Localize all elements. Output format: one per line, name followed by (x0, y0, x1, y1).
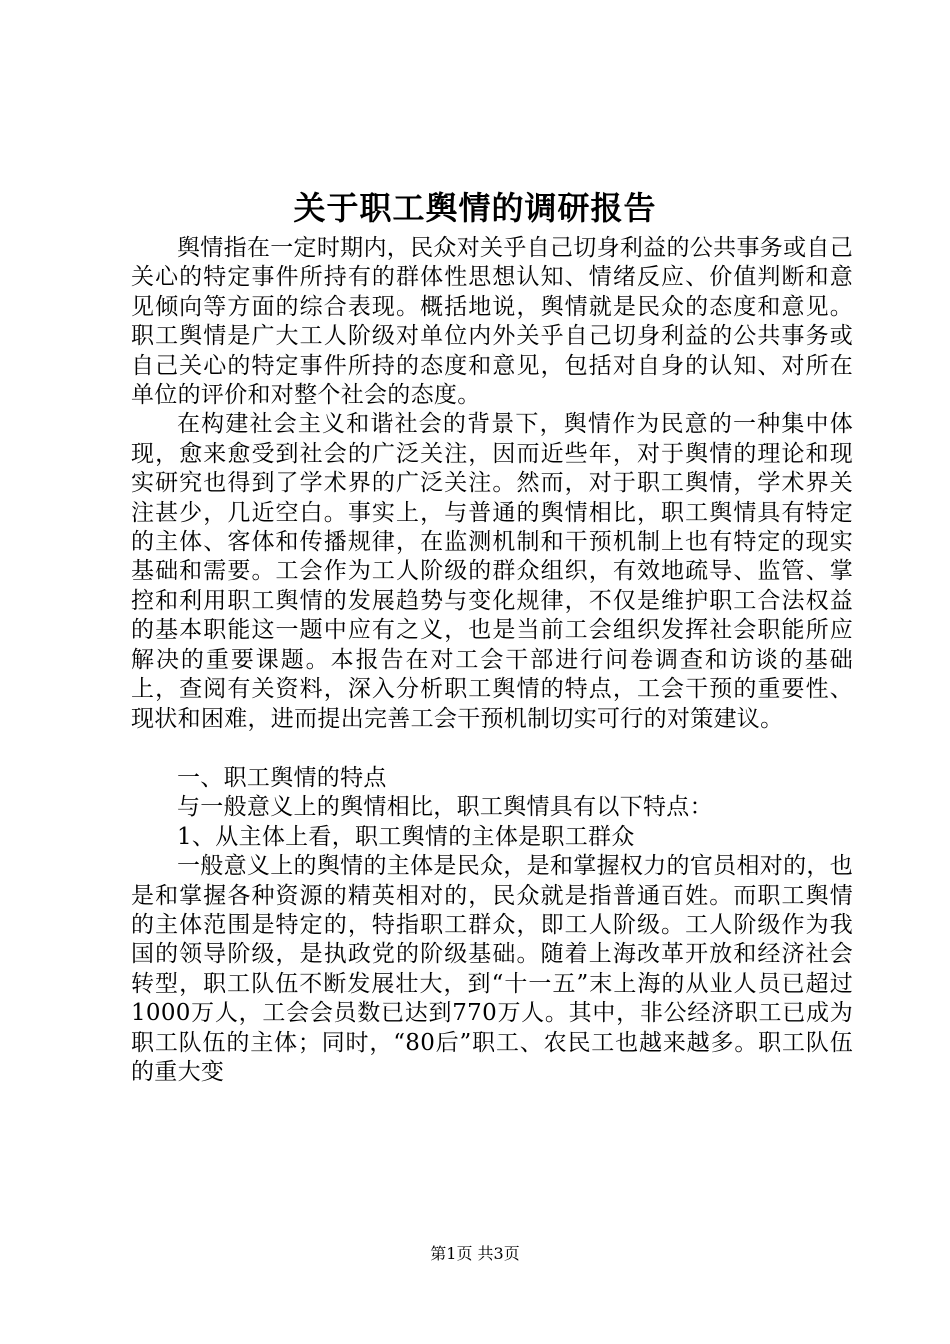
section-intro: 与一般意义上的舆情相比，职工舆情具有以下特点： (177, 794, 713, 821)
document-body (131, 234, 853, 1087)
document-title: 关于职工舆情的调研报告 (293, 189, 657, 227)
paragraph-background: 在构建社会主义和谐社会的背景下，舆情作为民意的一种集中体现，愈来愈受到社会的广泛关注，因而近些年，对于舆情的理论和现实研究也得到了学术界的广泛关注。然而，对于职工舆情，学术界关注甚少，几近空白。事实上，与普通的舆情相比，职工舆情具有特定的主体、客体和传播规律，在监测机制和干预机制上也有特定的现实基础和需要。工会作为工人阶级的群众组织，有效地疏导、监管、掌控和利用职工舆情的发展趋势与变化规律，不仅是维护职工合法权益的基本职能这一题中应有之义，也是当前工会组织发挥社会职能所应解决的重要课题。本报告在对工会干部进行问卷调查和访谈的基础上，查阅有关资料，深入分析职工舆情的特点，工会干预的重要性、现状和困难，进而提出完善工会干预机制切实可行的对策建议。 (131, 411, 853, 732)
page-footer: 第1页 共3页 (430, 1244, 520, 1263)
paragraph-subject: 一般意义上的舆情的主体是民众，是和掌握权力的官员相对的，也是和掌握各种资源的精英相对的，民众就是指普通百姓。而职工舆情的主体范围是特定的，特指职工群众，即工人阶级。工人阶级作为我国的领导阶级，是执政党的阶级基础。随着上海改革开放和经济社会转型，职工队伍不断发展壮大，到“十一五”末上海的从业人员已超过1000万人，工会会员数已达到770万人。其中，非公经济职工已成为职工队伍的主体；同时，“80后”职工、农民工也越来越多。职工队伍的重大变 (131, 853, 853, 1085)
paragraph-gap (131, 734, 853, 764)
paragraph-intro: 舆情指在一定时期内，民众对关乎自己切身利益的公共事务或自己关心的特定事件所持有的群体性思想认知、情绪反应、价值判断和意见倾向等方面的综合表现。概括地说，舆情就是民众的态度和意见。职工舆情是广大工人阶级对单位内外关乎自己切身利益的公共事务或自己关心的特定事件所持的态度和意见，包括对自身的认知、对所在单位的评价和对整个社会的态度。 (131, 235, 853, 409)
subsection-heading: 1、从主体上看，职工舆情的主体是职工群众 (177, 823, 635, 850)
section-heading: 一、职工舆情的特点 (177, 764, 387, 791)
